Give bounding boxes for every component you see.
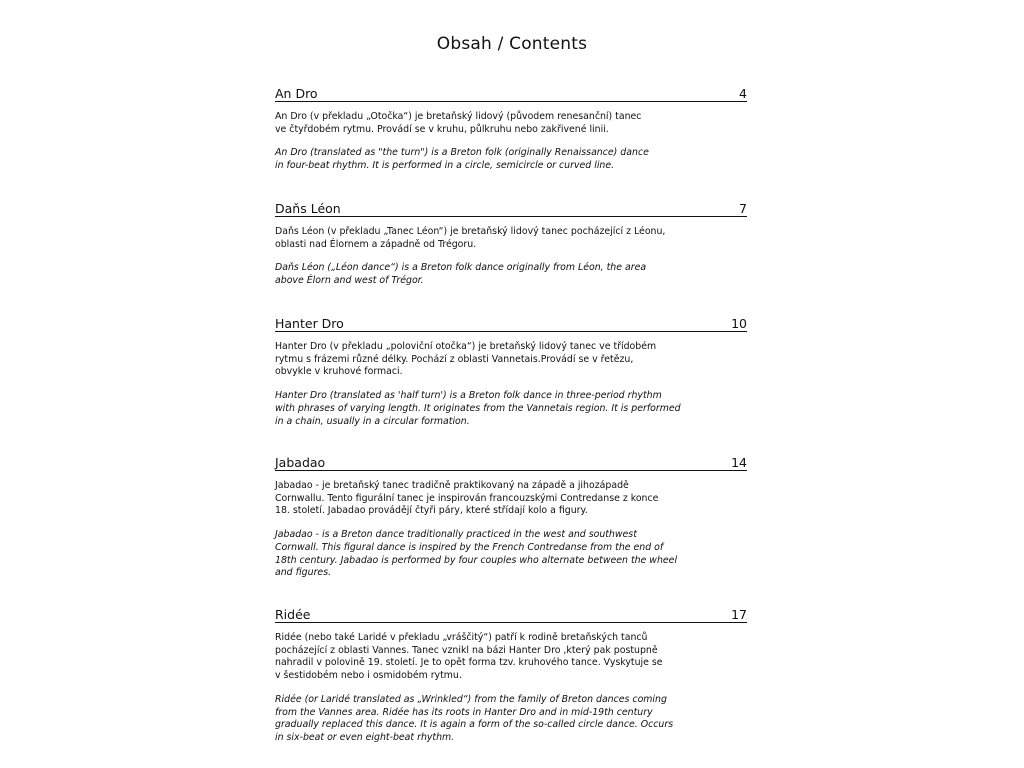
entry-page-number: 17: [731, 607, 747, 622]
text-line: ve čtyřdobém rytmu. Provádí se v kruhu, půlkruhu nebo zakřivené linii.: [275, 123, 609, 135]
text-line: obvykle v kruhové formaci.: [275, 366, 403, 378]
toc-entry-header: [275, 312, 747, 332]
text-line: Ridée (nebo také Laridé v překladu „vráščitý“) patří k rodině bretaňských tanců: [275, 632, 648, 643]
entry-page-number: 10: [731, 316, 747, 331]
text-line: in four-beat rhythm. It is performed in a circle, semicircle or curved line.: [275, 160, 615, 172]
text-line: An Dro (v překladu „Otočka“) je bretaňský lidový (původem renesanční) tanec: [275, 111, 642, 122]
text-line: in six-beat or even eight-beat rhythm.: [275, 731, 455, 743]
toc-entry-header: [275, 82, 747, 102]
entry-title: Ridée: [275, 607, 311, 622]
entry-page-number: 4: [739, 86, 747, 101]
text-line: Cornwallu. Tento figurální tanec je inspirován francouzskými Contredanse z konce: [275, 492, 659, 504]
page-title: Obsah / Contents: [436, 34, 588, 54]
text-line: Hanter Dro (translated as 'half turn') is a Breton folk dance in three-period rhythm: [275, 390, 662, 402]
text-line: Hanter Dro (v překladu „poloviční otočka“) je bretaňský lidový tanec ve třídobém: [275, 341, 657, 352]
toc-entry-header: [275, 197, 747, 217]
text-line: from the Vannes area. Ridée has its roots in Hanter Dro and in mid-19th century: [275, 706, 653, 718]
text-line: nahradil v polovině 19. století. Je to opět forma tzv. kruhového tance. Vyskytuje se: [275, 657, 663, 669]
text-line: gradually replaced this dance. It is again a form of the so-called circle dance. Occurs: [275, 719, 674, 731]
text-line: oblasti nad Élornem a západně od Trégoru.: [275, 238, 477, 250]
czech-description: [275, 632, 675, 683]
english-description: [275, 529, 685, 580]
text-line: Jabadao - je bretaňský tanec tradičně praktikovaný na západě a jihozápadě: [275, 480, 629, 491]
text-line: pocházející z oblasti Vannes. Tanec vznikl na bázi Hanter Dro ,který pak postupně: [275, 644, 658, 656]
czech-description: [275, 341, 675, 379]
czech-description: [275, 226, 675, 251]
entry-page-number: 7: [739, 201, 747, 216]
text-line: and figures.: [275, 567, 332, 579]
text-line: rytmu s frázemi různé délky. Pochází z oblasti Vannetais.Provádí se v řetězu,: [275, 353, 634, 365]
entry-title: Jabadao: [275, 455, 326, 470]
toc-entry-hanter-dro: [275, 312, 747, 428]
toc-entry-ridee: [275, 603, 747, 745]
toc-entry-header: [275, 451, 747, 471]
czech-description: [275, 111, 675, 136]
text-line: Daňs Léon („Léon dance“) is a Breton folk dance originally from Léon, the area: [275, 262, 647, 274]
toc-entry-an-dro: [275, 82, 747, 173]
english-description: [275, 262, 685, 287]
text-line: 18. století. Jabadao provádějí čtyři páry, které střídají kolo a figury.: [275, 505, 588, 517]
text-line: Jabadao - is a Breton dance traditionally practiced in the west and southwest: [275, 529, 637, 541]
text-line: 18th century. Jabadao is performed by four couples who alternate between the wheel: [275, 554, 678, 566]
english-description: [275, 694, 685, 745]
text-line: Ridée (or Laridé translated as „Wrinkled“) from the family of Breton dances coming: [275, 693, 667, 705]
english-description: [275, 390, 685, 428]
entry-title: Daňs Léon: [275, 201, 341, 216]
czech-description: [275, 480, 675, 518]
english-description: [275, 147, 685, 172]
entry-title: Hanter Dro: [275, 316, 344, 331]
text-line: Daňs Léon (v překladu „Tanec Léon“) je bretaňský lidový tanec pocházející z Léonu,: [275, 226, 666, 237]
toc-entry-jabadao: [275, 451, 747, 580]
toc-entry-dans-leon: [275, 197, 747, 288]
text-line: in a chain, usually in a circular formation.: [275, 415, 470, 427]
text-line: An Dro (translated as "the turn") is a Breton folk (originally Renaissance) dance: [275, 147, 649, 159]
text-line: with phrases of varying length. It originates from the Vannetais region. It is performed: [275, 402, 681, 414]
entry-title: An Dro: [275, 86, 318, 101]
text-line: v šestidobém nebo i osmidobém rytmu.: [275, 670, 462, 682]
text-line: above Élorn and west of Trégor.: [275, 275, 424, 287]
text-line: Cornwall. This figural dance is inspired by the French Contredanse from the end of: [275, 541, 664, 553]
entry-page-number: 14: [731, 455, 747, 470]
toc-entry-header: [275, 603, 747, 623]
